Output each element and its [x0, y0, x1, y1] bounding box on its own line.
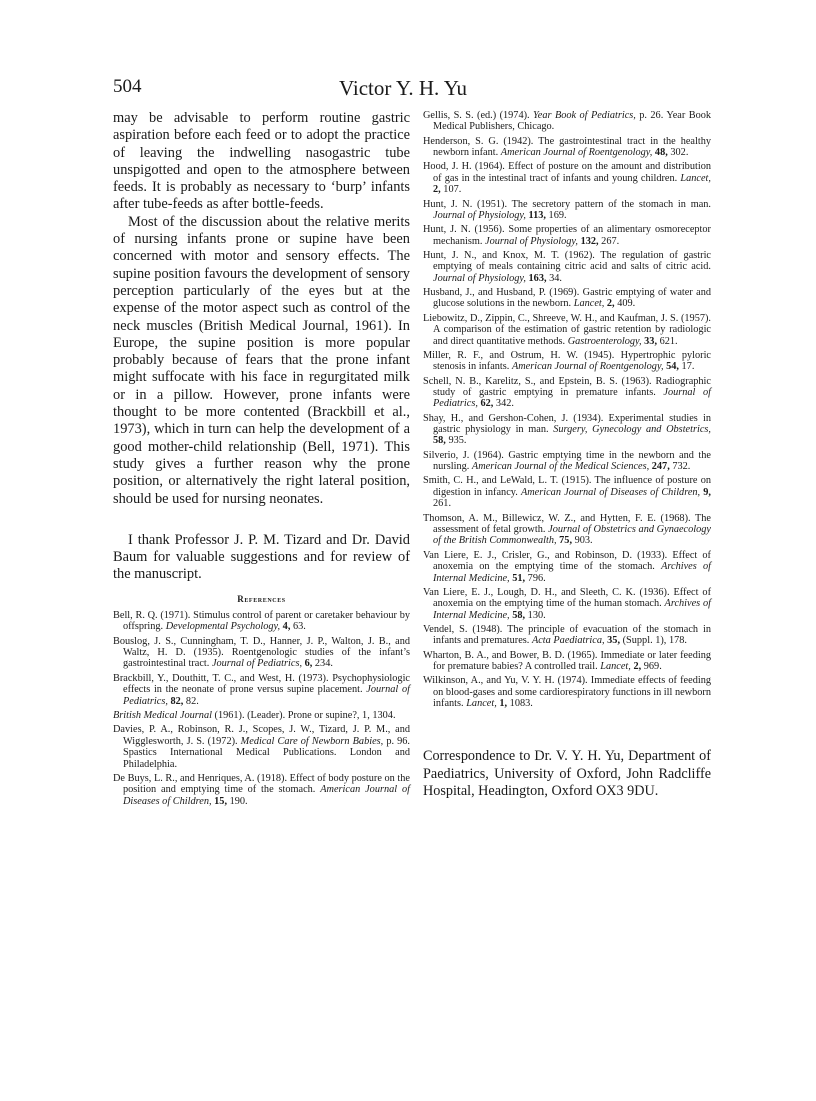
- reference-entry: [113, 673, 410, 707]
- reference-list-left: [113, 610, 410, 808]
- reference-pages: (1961). (Leader). Prone or supine?, 1, 1304.: [211, 709, 396, 721]
- reference-pages: 935.: [445, 435, 467, 447]
- reference-entry: [113, 773, 410, 807]
- reference-entry: [423, 199, 711, 222]
- reference-entry: [423, 550, 711, 584]
- reference-journal: American Journal of Diseases of Children,: [123, 784, 411, 807]
- acknowledgement: I thank Professor J. P. M. Tizard and Dr. David Baum for valuable suggestions and for review of the manuscript.: [113, 531, 410, 583]
- reference-volume: 15,: [211, 795, 228, 807]
- reference-authors: Miller, R. F., and Ostrum, H. W. (1945). Hypertrophic pyloric stenosis in infants.: [423, 349, 711, 373]
- reference-journal: Lancet,: [466, 698, 497, 710]
- reference-entry: [423, 161, 711, 195]
- reference-journal: Journal of Physiology,: [485, 235, 578, 247]
- correspondence-address: Correspondence to Dr. V. Y. H. Yu, Department of Paediatrics, University of Oxford, John Radcliffe Hospital, Headington, Oxford OX3 9DU.: [423, 748, 711, 799]
- reference-pages: 261.: [433, 498, 452, 510]
- reference-pages: 409.: [614, 298, 636, 310]
- reference-authors: Silverio, J. (1964). Gastric emptying time in the newborn and the nursling.: [423, 449, 711, 473]
- reference-authors: Hunt, J. N. (1956). Some properties of an alimentary osmoreceptor mechanism.: [423, 224, 711, 247]
- reference-journal: Lancet,: [680, 172, 711, 184]
- reference-entry: [423, 250, 711, 284]
- reference-entry: [423, 450, 711, 473]
- reference-authors: Van Liere, E. J., Crisler, G., and Robinson, D. (1933). Effect of anoxemia on the emptying time of the stomach.: [423, 549, 711, 573]
- reference-entry: [423, 287, 711, 310]
- reference-entry: [423, 376, 711, 410]
- reference-journal: Journal of Pediatrics,: [211, 658, 303, 670]
- reference-volume: 132,: [578, 235, 599, 247]
- reference-entry: [423, 350, 711, 373]
- references-heading: References: [237, 593, 286, 604]
- reference-journal: Journal of Physiology,: [433, 209, 526, 221]
- reference-entry: [423, 513, 711, 547]
- left-column: [113, 110, 410, 810]
- reference-volume: 113,: [525, 209, 546, 221]
- reference-authors: Bell, R. Q. (1971). Stimulus control of parent or caretaker behaviour by offspring.: [113, 609, 410, 633]
- reference-entry: [113, 710, 410, 721]
- reference-authors: Van Liere, E. J., Lough, D. H., and Sleeth, C. K. (1936). Effect of anoxemia on the emptying time of the human stomach.: [423, 586, 711, 610]
- reference-authors: Smith, C. H., and LeWald, L. T. (1915). The influence of posture on digestion in infancy.: [423, 475, 711, 498]
- reference-pages: 169.: [545, 209, 567, 221]
- reference-entry: [423, 413, 711, 447]
- reference-pages: p. 26. Year Book Medical Publishers, Chicago.: [433, 110, 712, 133]
- reference-authors: Henderson, S. G. (1942). The gastrointestinal tract in the healthy newborn infant.: [423, 135, 711, 159]
- reference-entry: [113, 724, 410, 770]
- reference-journal: Lancet,: [600, 661, 631, 673]
- body-paragraph: Most of the discussion about the relative merits of nursing infants prone or supine have been concerned with motor and sensory effects. The supine position favours the development of sensory perception particularly of the eyes but at the expense of the motor aspect such as control of the neck muscles (British Medical Journal, 1961). In Europe, the supine position is more popular probably because of fears that the prone infant might suffocate with his face in regurgitated milk or in a pillow. However, prone infants were thought to be more contented (Brackbill et al., 1973), which in turn can help the development of a good mother-child relationship (Bell, 1971). This study gives a further reason why the prone position, or alternatively the right lateral position, should be used for nursing neonates.: [113, 213, 410, 507]
- reference-authors: Thomson, A. M., Billewicz, W. Z., and Hytten, F. E. (1968). The assessment of fetal growth.: [423, 512, 711, 535]
- reference-journal: Archives of Internal Medicine,: [433, 598, 711, 621]
- reference-journal: Year Book of Pediatrics,: [533, 110, 636, 121]
- reference-authors: Wharton, B. A., and Bower, B. D. (1965). Immediate or later feeding for premature babies? A controlled trail.: [423, 649, 711, 673]
- reference-journal: American Journal of Roentgenology,: [500, 147, 653, 159]
- reference-volume: 4,: [280, 621, 291, 633]
- page-header: [113, 76, 711, 106]
- reference-pages: 1083.: [507, 698, 533, 710]
- reference-pages: 34.: [546, 272, 562, 284]
- reference-entry: [423, 313, 711, 347]
- reference-volume: 54,: [663, 361, 679, 373]
- reference-journal: American Journal of the Medical Sciences,: [471, 461, 650, 473]
- reference-list-right: [423, 110, 711, 710]
- reference-authors: Hunt, J. N. (1951). The secretory pattern of the stomach in man.: [423, 198, 711, 210]
- page-number: 504: [113, 76, 142, 97]
- reference-volume: 48,: [652, 147, 668, 159]
- reference-authors: Bouslog, J. S., Cunningham, T. D., Hanner, J. P., Walton, J. B., and Waltz, H. D. (1935). Roentgenologic studies of the infant’s gastrointestinal tract.: [113, 635, 410, 670]
- reference-pages: 342.: [493, 398, 514, 410]
- reference-journal: Journal of Physiology,: [433, 272, 526, 284]
- reference-journal: Journal of Pediatrics,: [433, 386, 711, 410]
- reference-entry: [423, 224, 711, 247]
- reference-authors: Hunt, J. N., and Knox, M. T. (1962). The regulation of gastric emptying of meals containing citric acid and salts of citric acid.: [423, 249, 711, 273]
- reference-pages: 82.: [183, 695, 199, 707]
- reference-volume: 58,: [433, 435, 446, 447]
- reference-authors: Gellis, S. S. (ed.) (1974).: [423, 110, 534, 121]
- reference-volume: 2,: [630, 661, 642, 673]
- reference-volume: 35,: [604, 635, 621, 647]
- reference-authors: Davies, P. A., Robinson, R. J., Scopes, J. W., Tizard, J. P. M., and Wigglesworth, J. S. (1972).: [113, 724, 410, 747]
- reference-volume: 9,: [700, 486, 711, 498]
- reference-volume: 33,: [641, 335, 658, 347]
- reference-entry: [423, 675, 711, 709]
- reference-authors: De Buys, L. R., and Henriques, A. (1918). Effect of body posture on the position and emptying time of the stomach.: [113, 773, 410, 796]
- reference-pages: 621.: [657, 335, 678, 347]
- reference-journal: American Journal of Diseases of Children,: [520, 486, 701, 498]
- reference-volume: 75,: [556, 535, 573, 547]
- reference-volume: 163,: [525, 272, 547, 284]
- reference-journal: Gastroenterology,: [567, 335, 642, 347]
- reference-volume: 82,: [167, 695, 184, 707]
- reference-journal: Surgery, Gynecology and Obstetrics,: [553, 424, 712, 436]
- reference-entry: [423, 136, 711, 159]
- reference-entry: [423, 650, 711, 673]
- reference-authors: Hood, J. H. (1964). Effect of posture on the amount and distribution of gas in the intestinal tract of infants and young children.: [423, 161, 711, 184]
- reference-entry: [423, 624, 711, 647]
- reference-journal: Archives of Internal Medicine,: [433, 561, 711, 584]
- reference-authors: Husband, J., and Husband, P. (1969). Gastric emptying of water and glucose solutions in the newborn.: [423, 287, 711, 310]
- reference-entry: [113, 610, 410, 633]
- reference-authors: Brackbill, Y., Douthitt, T. C., and West, H. (1973). Psychophysiologic effects in the neonate of prone versus supine placement.: [113, 672, 410, 696]
- reference-pages: 234.: [312, 658, 333, 670]
- reference-pages: 796.: [525, 572, 546, 584]
- reference-pages: 302.: [667, 147, 689, 159]
- reference-authors: Shay, H., and Gershon-Cohen, J. (1934). Experimental studies in gastric physiology in man.: [423, 412, 711, 436]
- reference-volume: 2,: [433, 184, 441, 196]
- reference-pages: 267.: [598, 235, 620, 247]
- reference-journal: British Medical Journal: [113, 709, 212, 721]
- reference-pages: p. 96. Spastics International Medical Publications. London and Philadelphia.: [123, 735, 410, 770]
- reference-pages: 903.: [572, 535, 593, 547]
- reference-volume: 6,: [302, 658, 313, 670]
- reference-volume: 51,: [509, 572, 526, 584]
- reference-pages: 63.: [290, 621, 306, 633]
- reference-journal: American Journal of Roentgenology,: [511, 361, 664, 373]
- right-column: [423, 110, 711, 712]
- reference-entry: [423, 587, 711, 621]
- reference-journal: Journal of Pediatrics,: [123, 684, 410, 707]
- reference-volume: 2,: [604, 298, 615, 310]
- reference-volume: 247,: [649, 461, 670, 473]
- reference-authors: Wilkinson, A., and Yu, V. Y. H. (1974). Immediate effects of feeding on blood-gases and some cardiorespiratory functions in ill newborn infants.: [423, 675, 711, 710]
- reference-volume: 1,: [496, 698, 508, 710]
- reference-entry: [113, 636, 410, 670]
- body-paragraph: may be advisable to perform routine gastric aspiration before each feed or to adopt the practice of leaving the indwelling nasogastric tube unspigotted and open to the atmosphere between feeds. It is probably as necessary to ‘burp’ infants after tube-feeds as after bottle-feeds.: [113, 110, 410, 213]
- reference-pages: 732.: [669, 461, 691, 473]
- reference-pages: (Suppl. 1), 178.: [620, 635, 687, 647]
- running-head-author: Victor Y. H. Yu: [339, 76, 468, 100]
- reference-journal: Journal of Obstetrics and Gynaecology of the British Commonwealth,: [433, 523, 712, 547]
- reference-pages: 190.: [227, 795, 248, 807]
- reference-pages: 17.: [678, 361, 695, 373]
- reference-pages: 107.: [440, 184, 462, 196]
- reference-authors: Schell, N. B., Karelitz, S., and Epstein, B. S. (1963). Radiographic study of gastric emptying in premature infants.: [423, 375, 711, 398]
- reference-pages: 130.: [525, 609, 546, 621]
- reference-journal: Lancet,: [573, 298, 605, 310]
- reference-journal: Medical Care of Newborn Babies,: [240, 735, 384, 747]
- reference-authors: Liebowitz, D., Zippin, C., Shreeve, W. H., and Kaufman, J. S. (1957). A comparison of the estimation of gastric retention by radiologic and direct quantitative methods.: [423, 312, 711, 347]
- reference-volume: 62,: [477, 398, 494, 410]
- reference-entry: [423, 475, 711, 509]
- reference-journal: Developmental Psychology,: [165, 621, 281, 633]
- reference-authors: Vendel, S. (1948). The principle of evacuation of the stomach in infants and prematures.: [423, 623, 711, 647]
- reference-volume: 58,: [509, 609, 526, 621]
- reference-pages: 969.: [641, 661, 662, 673]
- reference-entry: [423, 110, 711, 133]
- reference-journal: Acta Paediatrica,: [531, 635, 605, 647]
